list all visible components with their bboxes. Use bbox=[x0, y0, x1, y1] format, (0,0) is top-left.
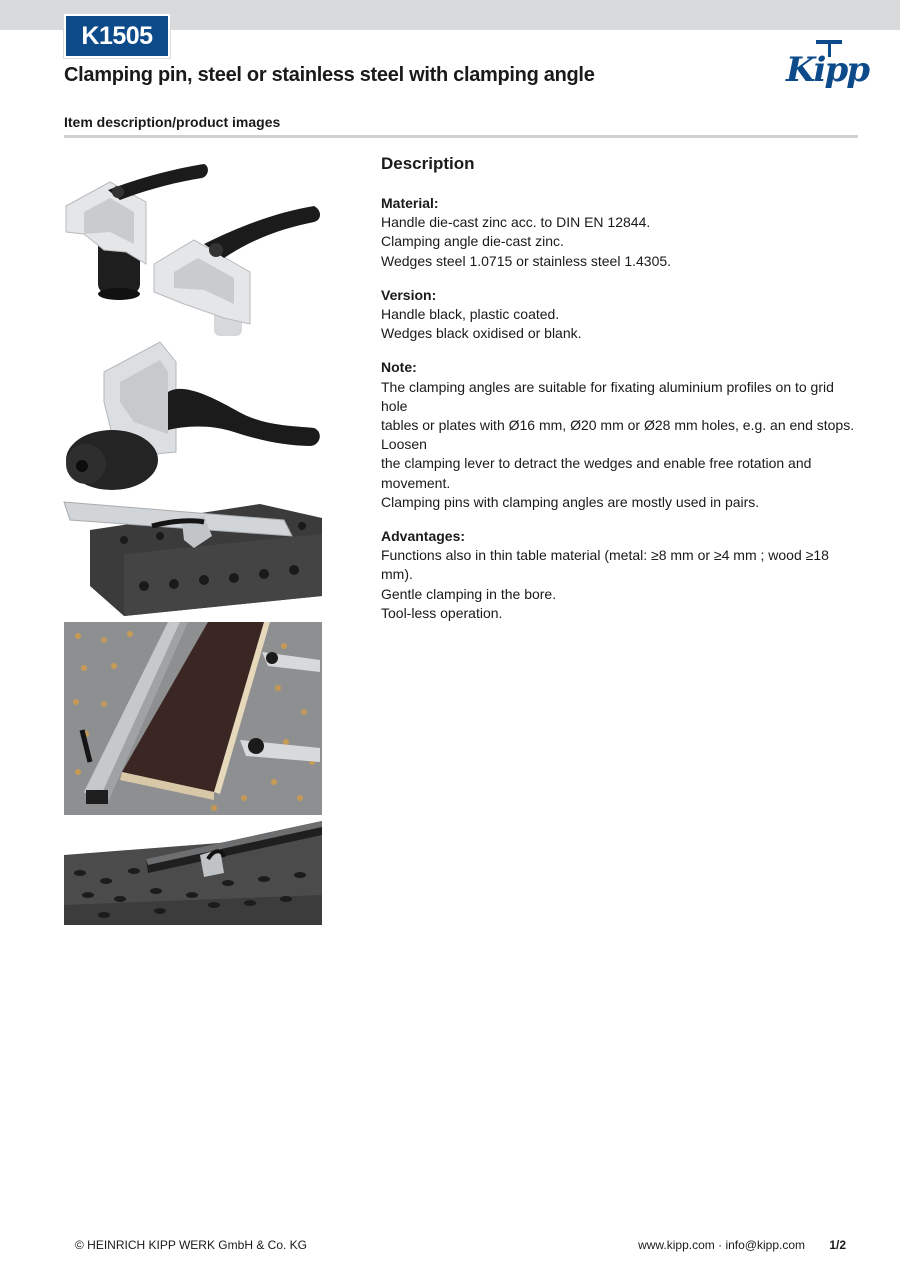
description-section bbox=[381, 154, 861, 638]
version-label: Version: bbox=[381, 286, 437, 303]
section-heading: Item description/product images bbox=[64, 114, 281, 130]
advantages-line: Functions also in thin table material (metal: ≥8 mm or ≥4 mm ; wood ≥18 mm). bbox=[381, 547, 829, 583]
clamping-pin-pair-image bbox=[64, 154, 322, 340]
section-divider bbox=[64, 135, 858, 138]
note-line: the clamping lever to detract the wedges and enable free rotation and movement. bbox=[381, 455, 812, 491]
material-block bbox=[381, 194, 861, 271]
note-line: tables or plates with Ø16 mm, Ø20 mm or Ø28 mm holes, e.g. an end stops. Loosen bbox=[381, 417, 855, 453]
version-line: Wedges black oxidised or blank. bbox=[381, 325, 582, 342]
kipp-logo bbox=[784, 37, 869, 91]
svg-text:Kipp: Kipp bbox=[786, 50, 869, 90]
footer-copyright: © HEINRICH KIPP WERK GmbH & Co. KG bbox=[75, 1238, 307, 1252]
advantages-label: Advantages: bbox=[381, 528, 466, 545]
version-line: Handle black, plastic coated. bbox=[381, 306, 560, 323]
version-block bbox=[381, 286, 861, 344]
page-title: Clamping pin, steel or stainless steel with clamping angle bbox=[64, 64, 595, 86]
clamping-pin-closeup-image bbox=[64, 342, 322, 494]
note-line: The clamping angles are suitable for fixating aluminium profiles on to grid hole bbox=[381, 378, 834, 414]
footer-page-number: 1/2 bbox=[829, 1238, 846, 1252]
material-label: Material: bbox=[381, 195, 439, 211]
advantages-line: Tool-less operation. bbox=[381, 604, 503, 621]
material-line: Handle die-cast zinc acc. to DIN EN 12844. bbox=[381, 214, 651, 231]
material-line: Wedges steel 1.0715 or stainless steel 1.4305. bbox=[381, 252, 672, 269]
advantages-line: Gentle clamping in the bore. bbox=[381, 585, 557, 602]
footer-contact-link[interactable]: www.kipp.com · info@kipp.com bbox=[638, 1238, 805, 1252]
description-title: Description bbox=[381, 154, 475, 173]
advantages-block bbox=[381, 527, 861, 623]
note-label: Note: bbox=[381, 359, 417, 376]
note-block bbox=[381, 358, 861, 512]
material-line: Clamping angle die-cast zinc. bbox=[381, 233, 564, 250]
clamping-on-grid-block-image bbox=[64, 496, 322, 616]
item-number-badge: K1505 bbox=[64, 14, 170, 58]
clamping-end-stop-table-image bbox=[64, 821, 322, 925]
note-line: Clamping pins with clamping angles are mostly used in pairs. bbox=[381, 493, 760, 510]
clamping-aluminium-profile-table-image bbox=[64, 622, 322, 815]
